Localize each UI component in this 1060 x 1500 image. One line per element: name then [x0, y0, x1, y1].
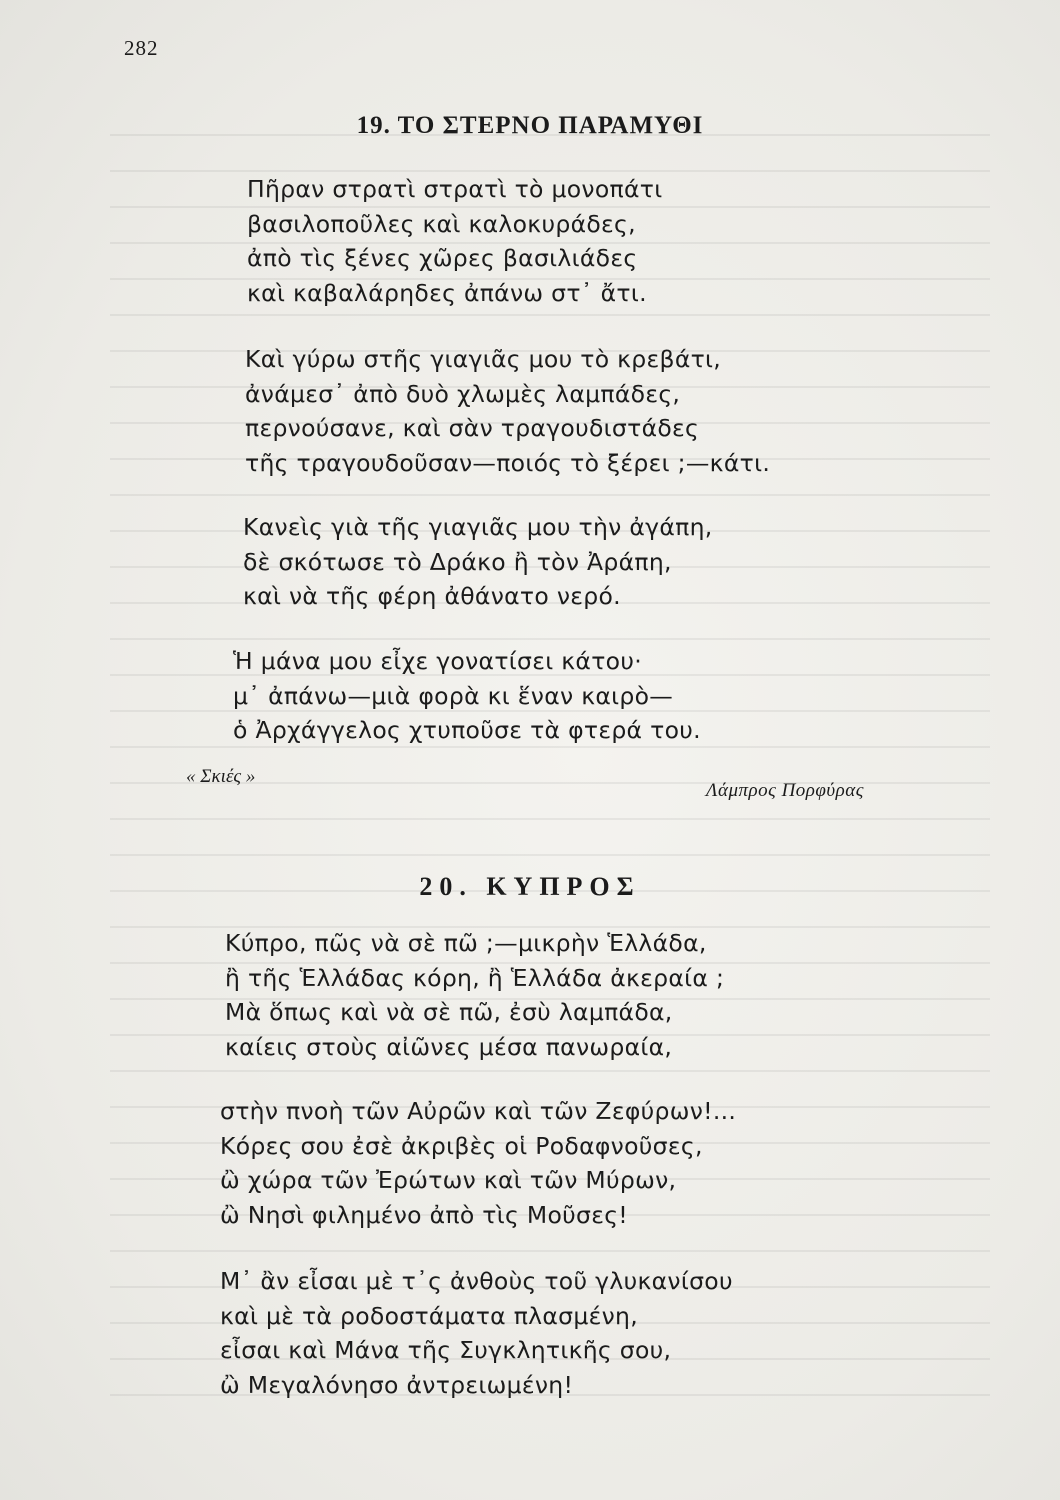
verse-line: Ἡ μάνα μου εἶχε γονατίσει κάτου·: [233, 647, 642, 675]
verse-line: ὁ Ἀρχάγγελος χτυποῦσε τὰ φτερά του.: [233, 716, 701, 744]
verse-line: Μὰ ὅπως καὶ νὰ σὲ πῶ, ἐσὺ λαμπάδα,: [225, 998, 673, 1026]
verse-line: Καὶ γύρω στῆς γιαγιᾶς μου τὸ κρεβάτι,: [245, 345, 722, 373]
page-number: 282: [124, 36, 159, 60]
verse-line: ὢ Νησὶ φιλημένο ἀπὸ τὶς Μοῦσες!: [220, 1200, 629, 1229]
verse-line: εἶσαι καὶ Μάνα τῆς Συγκλητικῆς σου,: [220, 1336, 672, 1364]
verse-line: ἀπὸ τὶς ξένες χῶρες βασιλιάδες: [247, 244, 638, 272]
verse-line: ὢ χώρα τῶν Ἐρώτων καὶ τῶν Μύρων,: [220, 1166, 677, 1194]
poem1-source: « Σκιές »: [186, 766, 256, 787]
verse-line: ἢ τῆς Ἑλλάδας κόρη, ἢ Ἑλλάδα ἀκεραία ;: [225, 963, 725, 992]
verse-line: ὢ Μεγαλόνησο ἀντρειωμένη!: [220, 1370, 574, 1399]
verse-line: καὶ καβαλάρηδες ἀπάνω στ᾽ ἄτι.: [247, 278, 647, 307]
verse-line: τῆς τραγουδοῦσαν—ποιός τὸ ξέρει ;—κάτι.: [245, 448, 771, 477]
poem2-stanza-3: [220, 1264, 733, 1402]
verse-line: καὶ μὲ τὰ ροδοστάματα πλασμένη,: [220, 1301, 639, 1330]
verse-line: Πῆραν στρατὶ στρατὶ τὸ μονοπάτι: [247, 175, 663, 203]
poem2-stanza-1: [225, 926, 724, 1064]
poem1-stanza-4: [233, 644, 701, 748]
verse-line: καὶ νὰ τῆς φέρη ἀθάνατο νερό.: [243, 582, 621, 610]
poem1-stanza-3: [243, 510, 713, 614]
verse-line: στὴν πνοὴ τῶν Αὐρῶν καὶ τῶν Ζεφύρων!...: [220, 1097, 737, 1125]
verse-line: βασιλοποῦλες καὶ καλοκυράδες,: [247, 209, 636, 238]
verse-line: μ᾽ ἀπάνω—μιὰ φορὰ κι ἕναν καιρὸ—: [233, 681, 674, 710]
verse-line: περνούσανε, καὶ σὰν τραγουδιστάδες: [245, 414, 700, 442]
verse-line: δὲ σκότωσε τὸ Δράκο ἢ τὸν Ἀράπη,: [243, 547, 672, 576]
verse-line: Μ᾽ ἂν εἶσαι μὲ τ᾽ς ἀνθοὺς τοῦ γλυκανίσου: [220, 1267, 733, 1295]
poem1-stanza-1: [247, 172, 662, 310]
poem1-stanza-2: [245, 342, 770, 480]
verse-line: Κύπρο, πῶς νὰ σὲ πῶ ;—μικρὴν Ἑλλάδα,: [225, 929, 707, 957]
verse-line: ἀνάμεσ᾽ ἀπὸ δυὸ χλωμὲς λαμπάδες,: [245, 379, 681, 408]
verse-line: Κανεὶς γιὰ τῆς γιαγιᾶς μου τὴν ἀγάπη,: [243, 513, 713, 541]
poem-title-2: 20. ΚΥΠΡΟΣ: [419, 872, 641, 901]
poem-title-1: 19. ΤΟ ΣΤΕΡΝΟ ΠΑΡΑΜΥΘΙ: [356, 112, 704, 139]
verse-line: καίεις στοὺς αἰῶνες μέσα πανωραία,: [225, 1032, 673, 1061]
poem1-author: Λάμπρος Πορφύρας: [706, 780, 864, 801]
verse-line: Κόρες σου ἐσὲ ἀκριβὲς οἱ Ροδαφνοῦσες,: [220, 1131, 703, 1160]
poem2-stanza-2: [220, 1094, 736, 1232]
